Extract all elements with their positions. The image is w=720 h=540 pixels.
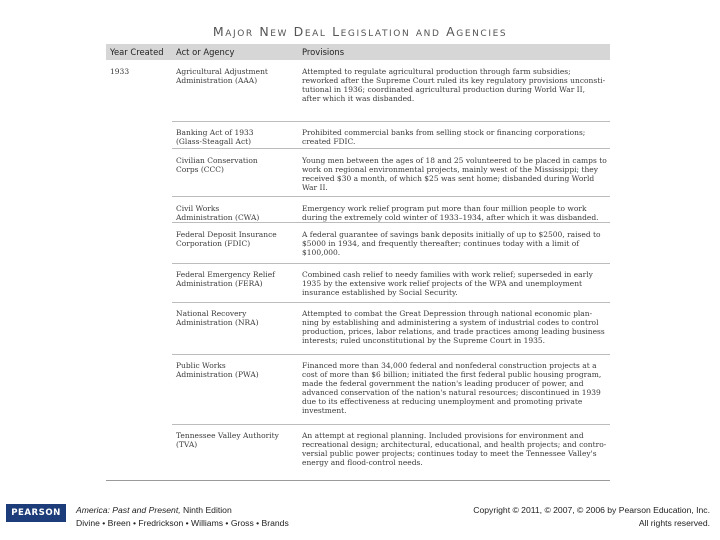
act-name-cell: Public Works Administration (PWA) (176, 361, 259, 380)
column-header-provisions: Provisions (302, 47, 345, 57)
year-cell (106, 204, 172, 222)
table-row (106, 128, 610, 146)
provisions-cell: An attempt at regional planning. Included provisions for environment and recreational design; architectural, educational, and health projects; and contro- versial public power projects; continues today to meet the Tennessee Valley's energy and flood-control needs. (302, 431, 607, 468)
table-row (106, 230, 610, 257)
row-divider (172, 222, 610, 223)
column-header-act: Act or Agency (176, 47, 235, 57)
table-row (106, 361, 610, 416)
table-row (106, 67, 610, 103)
page-title: Major New Deal Legislation and Agencies (212, 24, 508, 39)
provisions-cell: Combined cash relief to needy families with work relief; superseded in early 1935 by the extensive work relief projects of the WPA and unemployment insurance established by Social Security. (302, 270, 593, 298)
table-row (106, 156, 610, 192)
provisions-cell: Attempted to combat the Great Depression through national economic plan- ning by establishing and administering a system of industrial codes to control production, prices, labor relations, and trade practices among leading business interests; ruled unconstitutional by the Supreme Court in 1935. (302, 309, 605, 346)
legislation-table (106, 44, 610, 468)
copyright-text: Copyright © 2011, © 2007, © 2006 by Pearson Education, Inc. (473, 505, 710, 515)
book-edition: Ninth Edition (180, 505, 232, 515)
rights-text: All rights reserved. (638, 517, 710, 528)
row-divider (172, 121, 610, 122)
act-name-cell: Federal Deposit Insurance Corporation (FDIC) (176, 230, 277, 249)
column-header-year: Year Created (110, 47, 164, 57)
pearson-logo: PEARSON (6, 504, 66, 522)
row-divider (172, 354, 610, 355)
act-name-cell: Tennessee Valley Authority (TVA) (176, 431, 279, 450)
book-title: America: Past and Present, (76, 505, 181, 515)
table-header (106, 44, 610, 60)
provisions-cell: A federal guarantee of savings bank deposits initially of up to $2500, raised to $5000 in 1934, and frequently thereafter; continues today with a limit of $100,000. (302, 230, 601, 258)
provisions-cell: Attempted to regulate agricultural production through farm subsidies; reworked after the Supreme Court ruled its key regulatory provisions unconsti- tutional in 1936; coordinated agricultural production during World War II, after which it was disbanded. (302, 67, 606, 104)
row-divider (172, 424, 610, 425)
table-row (106, 309, 610, 345)
provisions-cell: Young men between the ages of 18 and 25 volunteered to be placed in camps to work on regional environmental projects, mainly west of the Mississippi; they received $30 a month, of which $25 was sent home; disbanded during World War II. (302, 156, 607, 193)
year-cell (106, 361, 172, 416)
act-name-cell: Federal Emergency Relief Administration (FERA) (176, 270, 275, 289)
provisions-cell: Emergency work relief program put more than four million people to work during the extremely cold winter of 1933–1934, after which it was disbanded. (302, 204, 599, 223)
act-name-cell: National Recovery Administration (NRA) (176, 309, 259, 328)
copyright-notice (473, 504, 710, 529)
act-name-cell: Civilian Conservation Corps (CCC) (176, 156, 258, 175)
table-bottom-rule (106, 480, 610, 481)
year-cell (106, 309, 172, 345)
year-cell (106, 128, 172, 146)
row-divider (172, 196, 610, 197)
year-cell: 1933 (110, 67, 130, 76)
year-cell (106, 156, 172, 192)
book-citation (76, 504, 289, 529)
act-name-cell: Agricultural Adjustment Administration (AAA) (176, 67, 268, 86)
year-cell (106, 431, 172, 467)
act-name-cell: Banking Act of 1933 (Glass-Steagall Act) (176, 128, 254, 147)
footer (0, 496, 720, 540)
provisions-cell: Financed more than 34,000 federal and nonfederal construction projects at a cost of more than $6 billion; initiated the first federal public housing program, made the federal government the nation's leading producer of power, and advanced conservation of the nation's natural resources; discontinued in 1939 due to its effectiveness at reducing unemployment and promoting private investment. (302, 361, 602, 416)
act-name-cell: Civil Works Administration (CWA) (176, 204, 260, 223)
table-row (106, 270, 610, 297)
table-row (106, 204, 610, 222)
year-cell (106, 270, 172, 297)
row-divider (172, 302, 610, 303)
row-divider (172, 148, 610, 149)
row-divider (172, 263, 610, 264)
table-row (106, 431, 610, 467)
year-cell (106, 230, 172, 257)
provisions-cell: Prohibited commercial banks from selling stock or financing corporations; created FDIC. (302, 128, 586, 147)
book-authors: Divine • Breen • Fredrickson • Williams • Gross • Brands (76, 517, 289, 528)
